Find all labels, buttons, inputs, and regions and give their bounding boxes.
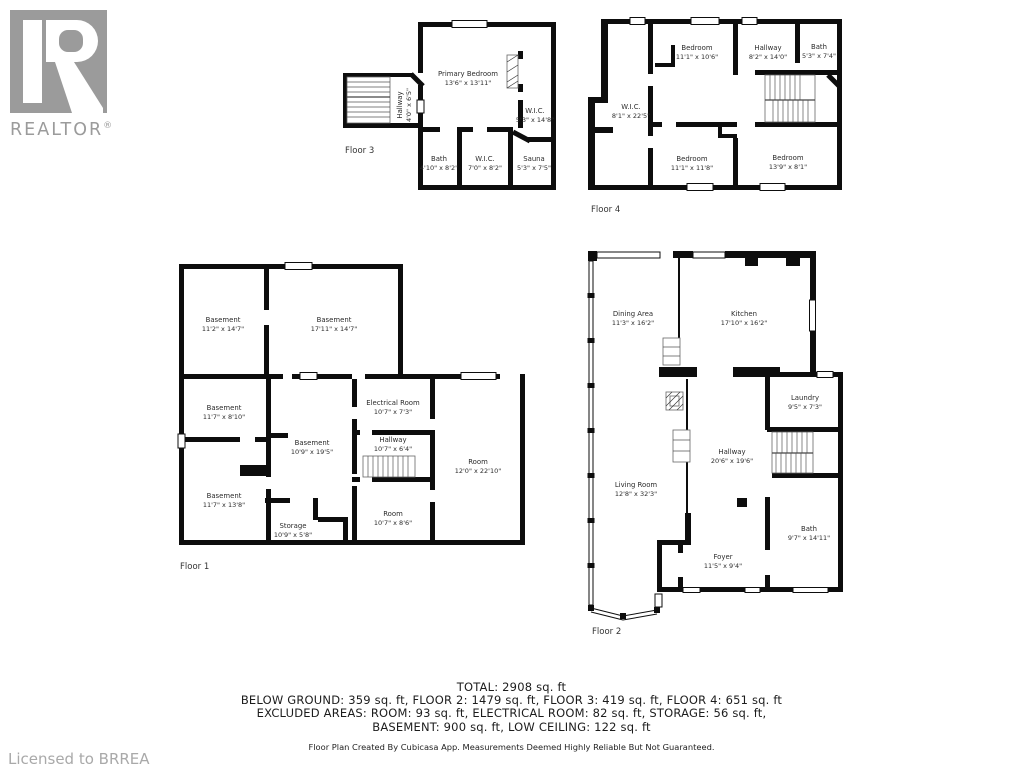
room-label: Hallway	[754, 44, 782, 52]
room-dims: 10'7" x 6'4"	[373, 445, 413, 453]
room-label: Bedroom	[676, 155, 708, 163]
room-dims: 12'8" x 32'3"	[614, 490, 658, 498]
room-label: Basement	[206, 404, 242, 412]
room-dims: 12'0" x 22'10"	[454, 467, 502, 475]
room-dims: 4'10" x 8'2"	[419, 164, 459, 172]
room-label: Room	[383, 510, 403, 518]
room-dims: 10'9" x 5'8"	[273, 531, 313, 539]
room-label: Hallway	[379, 436, 407, 444]
room-label: Bath	[810, 43, 828, 51]
floor-2-stairs	[772, 432, 813, 473]
room-label: Laundry	[790, 394, 820, 402]
summary-by-floor: BELOW GROUND: 359 sq. ft, FLOOR 2: 1479 sq. ft, FLOOR 3: 419 sq. ft, FLOOR 4: 651 sq. ft	[240, 693, 783, 708]
room-label: W.I.C.	[475, 155, 495, 163]
room-label: Foyer	[713, 553, 733, 561]
room-dims: 11'1" x 11'8"	[670, 164, 714, 172]
summary-excluded-2: BASEMENT: 900 sq. ft, LOW CEILING: 122 sq. ft	[372, 719, 651, 734]
room-label: Bath	[800, 525, 818, 533]
area-summary	[0, 681, 1023, 734]
room-dims: 9'7" x 14'11"	[787, 534, 831, 542]
room-label: Kitchen	[731, 310, 757, 318]
room-dims: 11'5" x 9'4"	[703, 562, 743, 570]
realtor-logo-icon	[10, 10, 107, 113]
floor-1-label: Floor 1	[180, 562, 210, 572]
floor-2-label: Floor 2	[592, 627, 622, 637]
room-label: Hallway	[396, 91, 404, 119]
floor-4-stairs	[765, 75, 815, 122]
room-dims: 17'11" x 14'7"	[310, 325, 358, 333]
room-label: Living Room	[614, 481, 658, 489]
disclaimer: Floor Plan Created By Cubicasa App. Measurements Deemed Highly Reliable But Not Guaranteed.	[308, 742, 715, 752]
floor-3-stairs	[347, 77, 390, 123]
room-dims: 11'7" x 13'8"	[202, 501, 246, 509]
room-dims: 4'0" x 6'5"	[405, 87, 413, 123]
floor-1-stairs	[363, 456, 415, 477]
floor-2-fireplace	[666, 392, 683, 410]
summary-total: TOTAL: 2908 sq. ft	[456, 680, 567, 694]
floor-3-floorplan	[338, 10, 563, 199]
room-dims: 20'6" x 19'6"	[710, 457, 754, 465]
room-dims: 8'1" x 22'5"	[611, 112, 651, 120]
room-dims: 10'7" x 7'3"	[373, 408, 413, 416]
licensed-to-text: Licensed to BRREA	[8, 750, 150, 767]
room-dims: 5'3" x 14'8"	[515, 116, 555, 124]
room-label: Basement	[316, 316, 352, 324]
floor-2-floorplan	[583, 248, 845, 627]
floor-2-cabinet	[673, 430, 690, 462]
room-dims: 9'5" x 7'3"	[787, 403, 823, 411]
room-label: Sauna	[523, 155, 545, 163]
room-label: Room	[468, 458, 488, 466]
room-dims: 7'0" x 8'2"	[467, 164, 503, 172]
floor-1-floorplan	[175, 258, 530, 557]
room-label: W.I.C.	[621, 103, 641, 111]
summary-excluded-1: EXCLUDED AREAS: ROOM: 93 sq. ft, ELECTRICAL ROOM: 82 sq. ft, STORAGE: 56 sq. ft,	[256, 706, 767, 721]
room-dims: 17'10" x 16'2"	[720, 319, 768, 327]
room-dims: 11'2" x 14'7"	[201, 325, 245, 333]
realtor-logo	[10, 10, 130, 140]
room-dims: 8'2" x 14'0"	[748, 53, 788, 61]
floor-4-floorplan	[585, 12, 847, 221]
room-label: Dining Area	[612, 310, 654, 318]
room-dims: 11'7" x 8'10"	[202, 413, 246, 421]
room-label: Bedroom	[681, 44, 713, 52]
room-dims: 10'9" x 19'5"	[290, 448, 334, 456]
room-dims: 10'7" x 8'6"	[373, 519, 413, 527]
room-dims: 11'1" x 10'6"	[675, 53, 719, 61]
room-dims: 13'6" x 13'11"	[444, 79, 492, 87]
room-label: Storage	[279, 522, 307, 530]
room-label: Basement	[206, 492, 242, 500]
room-label: W.I.C.	[525, 107, 545, 115]
floor-3-label: Floor 3	[345, 146, 375, 156]
room-label: Basement	[205, 316, 241, 324]
room-dims: 5'3" x 7'4"	[801, 52, 837, 60]
room-label: Bath	[430, 155, 448, 163]
realtor-logo-text: REALTOR®	[10, 120, 113, 140]
floor-3-closet-hatch	[507, 55, 518, 88]
room-label: Bedroom	[772, 154, 804, 162]
floor-2-interior-stairs-to-floor3	[663, 338, 680, 365]
room-label: Primary Bedroom	[438, 70, 498, 78]
room-label: Electrical Room	[366, 399, 420, 407]
room-dims: 5'3" x 7'5"	[516, 164, 552, 172]
floor-2-bay-window	[588, 605, 660, 620]
room-label: Hallway	[718, 448, 746, 456]
room-dims: 11'3" x 16'2"	[611, 319, 655, 327]
floor-1-room-labels	[202, 316, 501, 539]
floor-3-windows	[417, 21, 487, 114]
room-dims: 13'9" x 8'1"	[768, 163, 808, 171]
floor-4-label: Floor 4	[591, 205, 621, 215]
room-label: Basement	[294, 439, 330, 447]
